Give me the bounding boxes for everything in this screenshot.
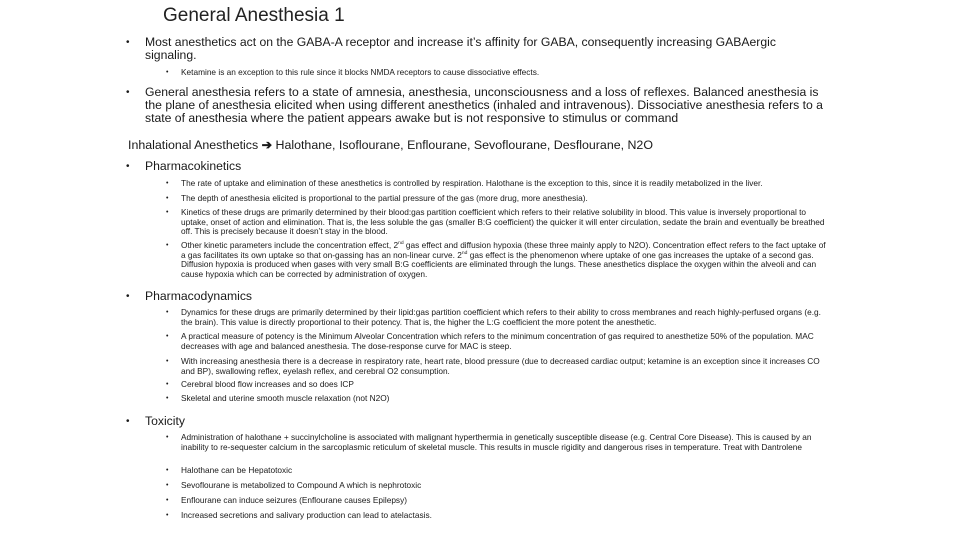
list-item-text: Administration of halothane + succinylcholine is associated with malignant hyperthermia in genetically susceptible disease (e.g. Central Core Disease). This is caused by an inability to re-sequester calcium in the sarcoplasmic reticulum of skeletal muscle. This results in muscle rigidity and dangerous rises in temperature. Treat with Dantrolene bbox=[181, 432, 812, 452]
bullet-dot: • bbox=[166, 381, 169, 388]
list-item-text: Enflourane can induce seizures (Enflourane causes Epilepsy) bbox=[181, 495, 407, 505]
bullet-gaba-text: Most anesthetics act on the GABA-A receptor and increase it’s affinity for GABA, consequently increasing GABAergic signaling. bbox=[145, 35, 776, 62]
list-item-text: Skeletal and uterine smooth muscle relaxation (not N2O) bbox=[181, 393, 390, 403]
superscript: nd bbox=[461, 249, 468, 256]
list-item bbox=[166, 240, 831, 280]
list-item-text: Kinetics of these drugs are primarily determined by their blood:gas partition coefficient which refers to their relative solubility in blood. This value is inversely proportional to uptake, onset of action and elimination. That is, the less soluble the gas (smaller B:G coefficient) the quicker it will enter circulation, sedate the brain and eventually be breathed off. This is precisely because it doesn’t stay in the blood. bbox=[181, 207, 825, 237]
list-item-text-c: gas effect is the phenomenon where uptake of one gas increases the uptake of a second gas. Diffusion hypoxia is produced when gases with very small B:G coefficients are eliminated through the lungs. These anesthetics displace the oxygen within the alveoli and can cause hypoxia which can be corrected by administration of oxygen. bbox=[181, 249, 817, 280]
list-item-text: Increased secretions and salivary production can lead to atelactasis. bbox=[181, 510, 432, 520]
inhalational-agents: Halothane, Isoflourane, Enflourane, Sevoflourane, Desflourane, N2O bbox=[275, 138, 653, 152]
list-item bbox=[166, 379, 831, 390]
section-pharmacokinetics bbox=[126, 159, 242, 173]
bullet-dot: • bbox=[126, 291, 130, 302]
bullet-dot: • bbox=[166, 482, 169, 489]
inhalational-label: Inhalational Anesthetics bbox=[128, 138, 259, 152]
bullet-dot: • bbox=[166, 467, 169, 474]
list-item bbox=[166, 465, 831, 476]
bullet-dot: • bbox=[166, 69, 169, 76]
section-pharmacodynamics bbox=[126, 289, 253, 303]
bullet-dot: • bbox=[166, 497, 169, 504]
bullet-dot: • bbox=[166, 434, 169, 441]
inhalational-heading bbox=[128, 137, 653, 152]
list-item-text-b: gas effect and diffusion hypoxia (these three mainly apply to N2O). Concentration effect refers to the fact uptake of a gas facilitates its own uptake so that on-gassing has an non-linear curve. 2 bbox=[181, 240, 826, 260]
list-item bbox=[166, 178, 831, 189]
bullet-dot: • bbox=[126, 37, 130, 48]
bullet-dot: • bbox=[166, 512, 169, 519]
list-item bbox=[166, 193, 831, 204]
bullet-dot: • bbox=[166, 242, 169, 249]
list-item-text: The rate of uptake and elimination of these anesthetics is controlled by respiration. Halothane is the exception to this, since it is readily metabolized in the liver. bbox=[181, 178, 763, 188]
list-item bbox=[166, 331, 831, 351]
list-item bbox=[166, 393, 831, 404]
bullet-dot: • bbox=[166, 395, 169, 402]
superscript: nd bbox=[398, 240, 404, 247]
list-item bbox=[166, 207, 831, 237]
list-item-text-a: Other kinetic parameters include the concentration effect, 2 bbox=[181, 240, 399, 250]
bullet-dot: • bbox=[166, 358, 169, 365]
bullet-dot: • bbox=[166, 309, 169, 316]
list-item bbox=[166, 495, 831, 506]
list-item bbox=[166, 480, 831, 491]
list-item bbox=[166, 356, 831, 376]
section-heading: Pharmacokinetics bbox=[145, 159, 242, 173]
list-item bbox=[166, 432, 831, 452]
bullet-dot: • bbox=[166, 333, 169, 340]
list-item-text: With increasing anesthesia there is a decrease in respiratory rate, heart rate, blood pressure (due to decreased cardiac output; ketamine is an exception since it increases CO and BP), swallowing reflex, eyelash reflex, and cerebral O2 consumption. bbox=[181, 356, 820, 376]
section-heading: Pharmacodynamics bbox=[145, 289, 253, 303]
bullet-dot: • bbox=[166, 209, 169, 216]
bullet-dot: • bbox=[166, 180, 169, 187]
section-toxicity bbox=[126, 414, 185, 428]
bullet-dot: • bbox=[126, 87, 130, 98]
list-item-text: The depth of anesthesia elicited is proportional to the partial pressure of the gas (more drug, more anesthesia). bbox=[181, 193, 588, 203]
list-item-text: Dynamics for these drugs are primarily determined by their lipid:gas partition coefficient which refers to their ability to cross membranes and reach highly-perfused organs (e.g. the brain). This value is directly proportional to their potency. That is, the higher the L:G coefficient the more potent the anesthetic. bbox=[181, 307, 821, 327]
section-heading: Toxicity bbox=[145, 414, 185, 428]
bullet-dot: • bbox=[126, 161, 130, 172]
list-item bbox=[166, 510, 831, 521]
bullet-dot: • bbox=[126, 416, 130, 427]
list-item-text: Cerebral blood flow increases and so does ICP bbox=[181, 379, 354, 389]
bullet-ketamine-text: Ketamine is an exception to this rule since it blocks NMDA receptors to cause dissociative effects. bbox=[181, 67, 540, 77]
list-item-text: A practical measure of potency is the Minimum Alveolar Concentration which refers to the minimum concentration of gas required to anesthetize 50% of the population. MAC decreases with age and balanced anesthesia. The dose-response curve for MAC is steep. bbox=[181, 331, 814, 351]
bullet-dot: • bbox=[166, 195, 169, 202]
page-title: General Anesthesia 1 bbox=[163, 5, 345, 26]
arrow-right-icon: ➔ bbox=[261, 138, 273, 152]
bullet-general-text: General anesthesia refers to a state of amnesia, anesthesia, unconsciousness and a loss of reflexes. Balanced anesthesia is the plane of anesthesia elicited when using different anesthetics (inhaled and intravenous). Dissociative anesthesia refers to a state of anesthesia where the patient appears awake but is not responsive to stimulus or command bbox=[145, 85, 823, 125]
list-item bbox=[166, 307, 831, 327]
list-item-text: Halothane can be Hepatotoxic bbox=[181, 465, 293, 475]
list-item-text: Sevoflourane is metabolized to Compound A which is nephrotoxic bbox=[181, 480, 422, 490]
bullet-general-anesthesia bbox=[126, 85, 825, 125]
bullet-ketamine bbox=[166, 67, 801, 78]
bullet-gaba bbox=[126, 35, 825, 62]
